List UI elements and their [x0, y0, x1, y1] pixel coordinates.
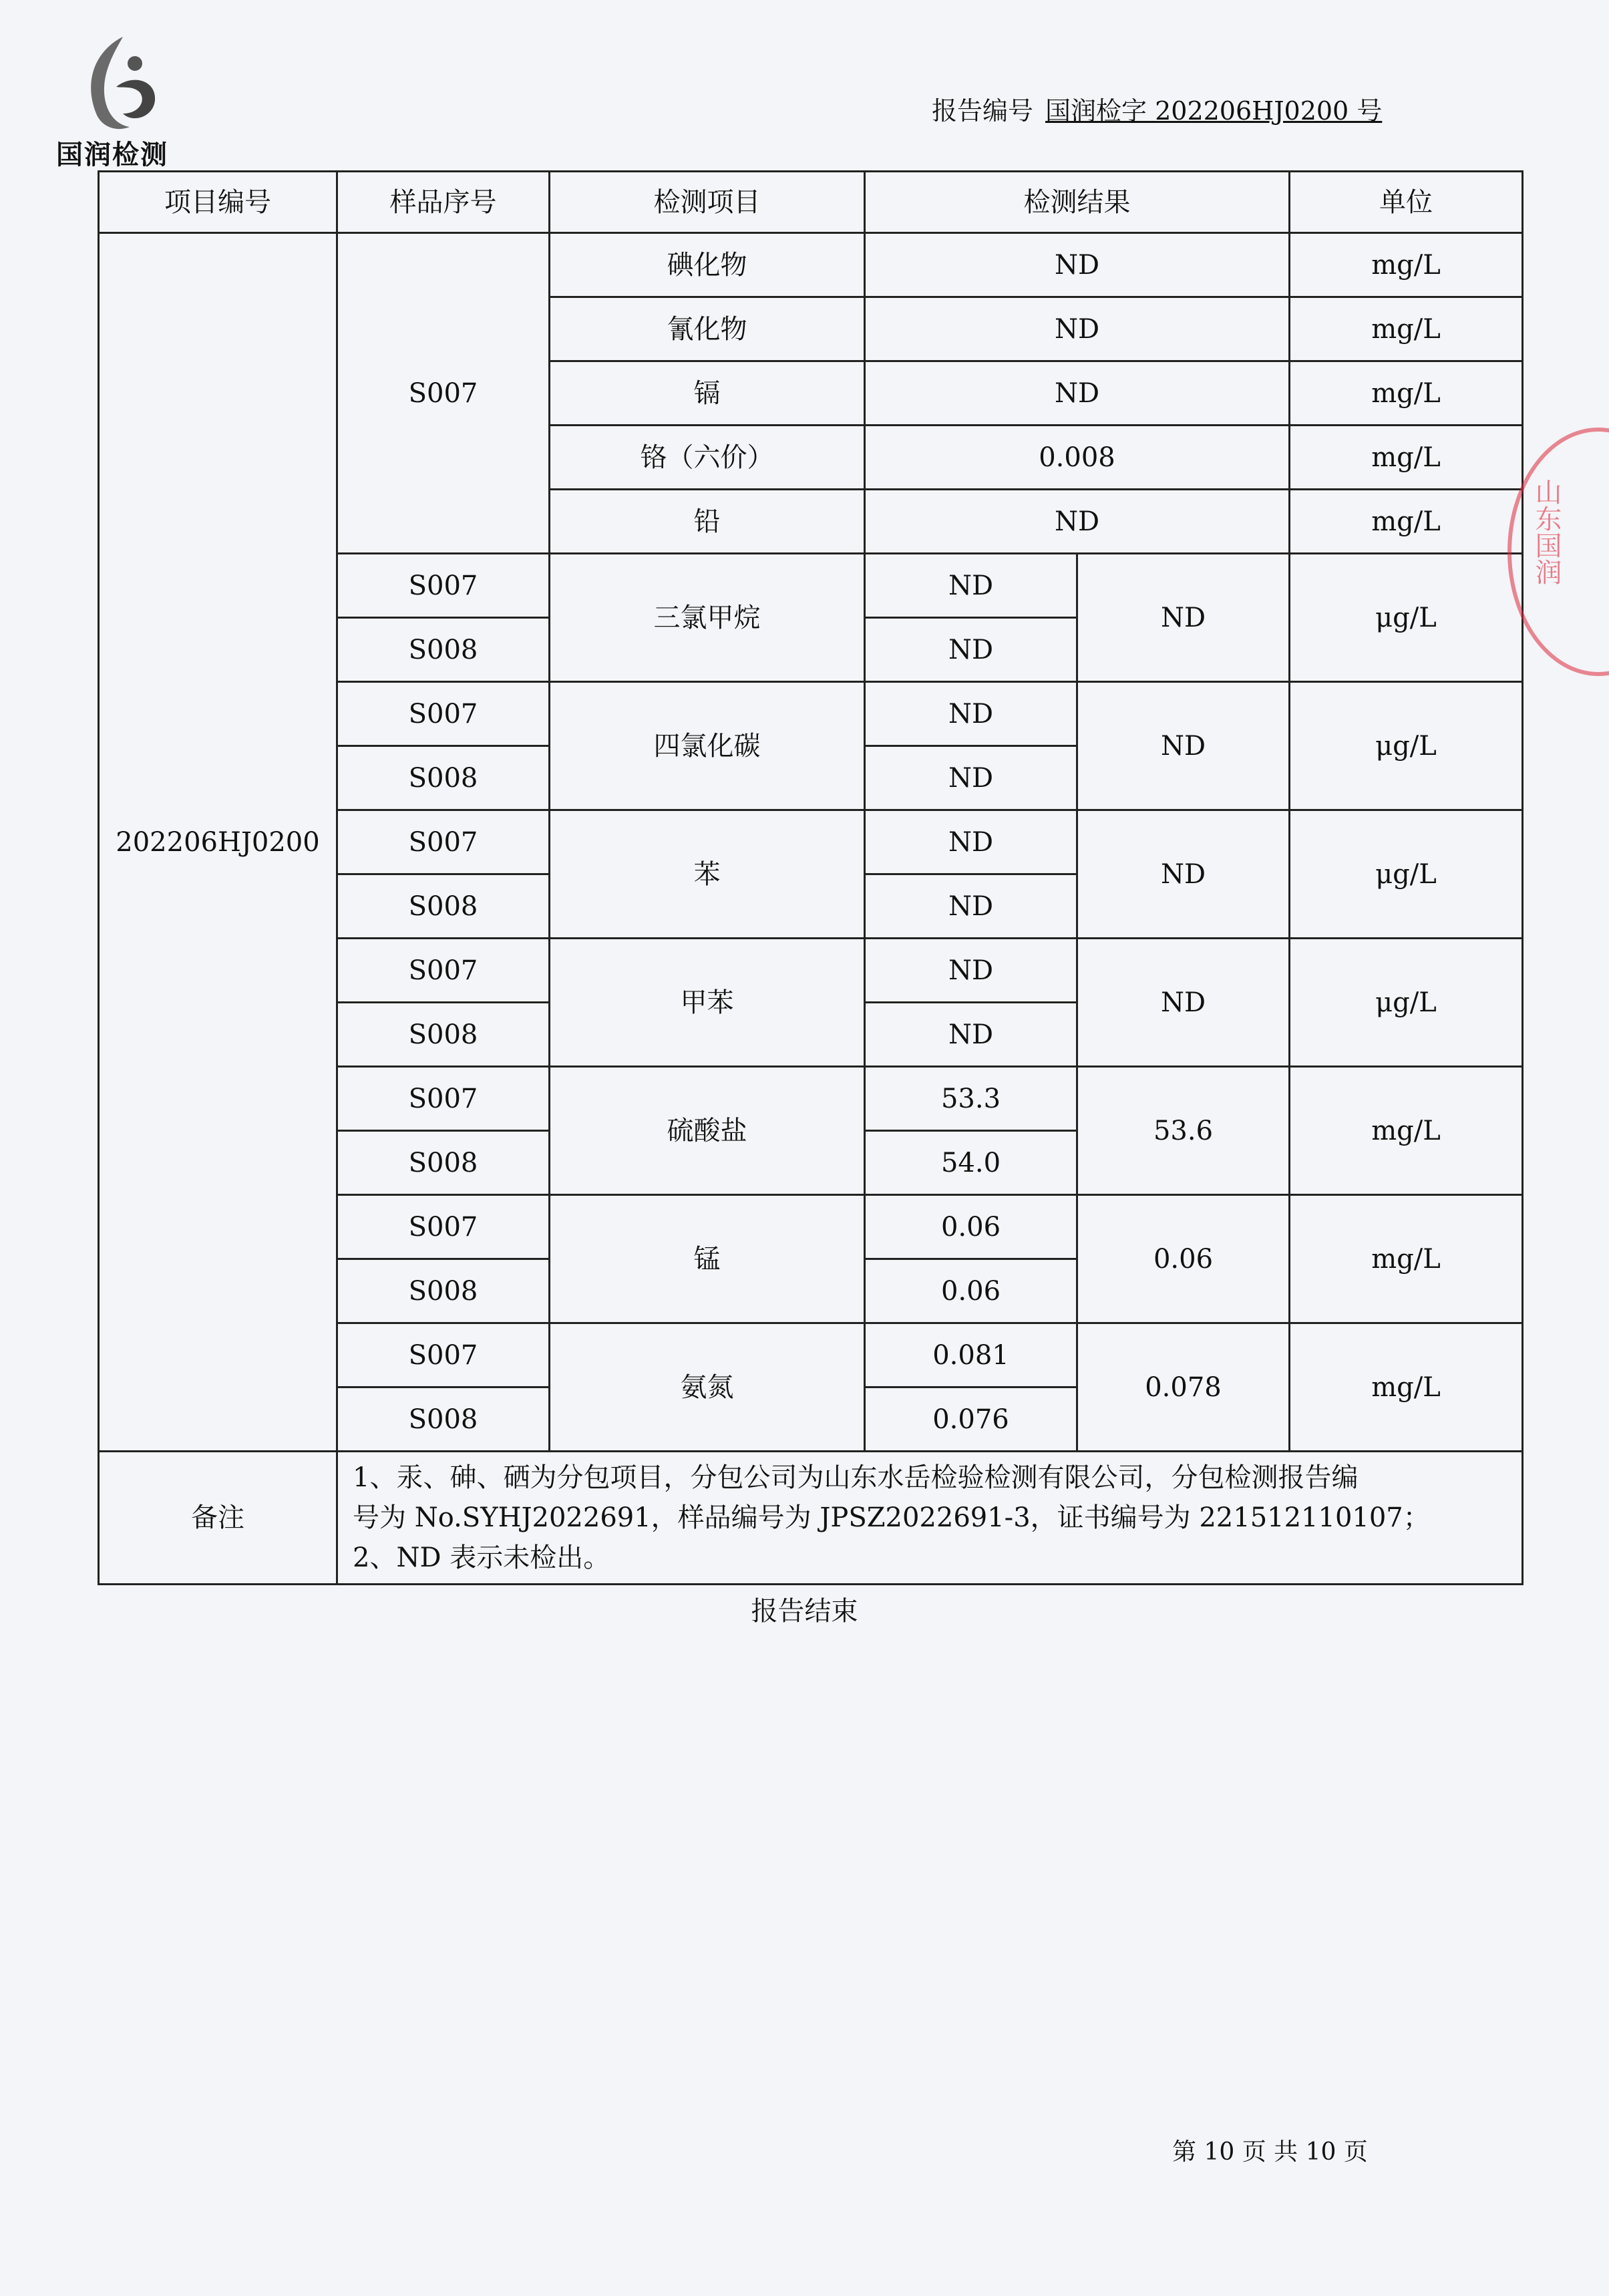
remark-line: 2、ND 表示未检出。 [353, 1542, 610, 1573]
unit-cell: mg/L [1290, 490, 1523, 554]
unit-cell: mg/L [1290, 233, 1523, 297]
header-project-no: 项目编号 [99, 172, 337, 233]
seal-stamp: 山东国润 [1507, 428, 1609, 676]
unit-cell: mg/L [1290, 361, 1523, 426]
unit-cell: μg/L [1290, 810, 1523, 939]
result-cell: ND [865, 1003, 1077, 1067]
sample-number-cell: S008 [337, 1387, 550, 1452]
result-cell: 0.081 [865, 1323, 1077, 1387]
company-logo [56, 33, 196, 170]
sample-number-cell: S008 [337, 746, 550, 810]
sample-number-cell: S007 [337, 233, 550, 554]
results-table [98, 170, 1524, 1585]
remark-row [99, 1452, 1523, 1585]
average-result-cell: ND [1077, 939, 1290, 1067]
average-result-cell: ND [1077, 554, 1290, 682]
result-cell: ND [865, 490, 1290, 554]
sample-number-cell: S008 [337, 618, 550, 682]
header-test-item: 检测项目 [550, 172, 865, 233]
result-cell: 54.0 [865, 1131, 1077, 1195]
result-cell: ND [865, 297, 1290, 361]
test-item-cell: 铅 [550, 490, 865, 554]
sample-number-cell: S007 [337, 554, 550, 618]
average-result-cell: ND [1077, 810, 1290, 939]
result-cell: ND [865, 361, 1290, 426]
test-item-cell: 苯 [550, 810, 865, 939]
sample-number-cell: S007 [337, 1323, 550, 1387]
remark-line: 1、汞、砷、硒为分包项目，分包公司为山东水岳检验检测有限公司，分包检测报告编 [353, 1462, 1359, 1493]
test-item-cell: 氰化物 [550, 297, 865, 361]
remark-text-cell [337, 1452, 1523, 1585]
test-item-cell: 镉 [550, 361, 865, 426]
test-item-cell: 甲苯 [550, 939, 865, 1067]
sample-number-cell: S008 [337, 874, 550, 939]
result-cell: 0.06 [865, 1195, 1077, 1259]
header-sample-no: 样品序号 [337, 172, 550, 233]
table-row [99, 233, 1523, 297]
test-item-cell: 三氯甲烷 [550, 554, 865, 682]
page-number: 第 10 页 共 10 页 [1172, 2138, 1368, 2166]
unit-cell: mg/L [1290, 426, 1523, 490]
test-item-cell: 铬（六价） [550, 426, 865, 490]
unit-cell: mg/L [1290, 297, 1523, 361]
project-number-cell: 202206HJ0200 [99, 233, 337, 1452]
test-item-cell: 锰 [550, 1195, 865, 1323]
result-cell: ND [865, 874, 1077, 939]
result-cell: 0.008 [865, 426, 1290, 490]
unit-cell: mg/L [1290, 1195, 1523, 1323]
sample-number-cell: S007 [337, 682, 550, 746]
header-test-result: 检测结果 [865, 172, 1290, 233]
report-number-label: 报告编号 [932, 96, 1034, 126]
sample-number-cell: S008 [337, 1131, 550, 1195]
sample-number-cell: S007 [337, 810, 550, 874]
sample-number-cell: S008 [337, 1003, 550, 1067]
result-cell: 0.06 [865, 1259, 1077, 1323]
sample-number-cell: S007 [337, 1195, 550, 1259]
report-number [932, 90, 1382, 127]
test-item-cell: 硫酸盐 [550, 1067, 865, 1195]
result-cell: 53.3 [865, 1067, 1077, 1131]
average-result-cell: 0.078 [1077, 1323, 1290, 1452]
remark-line: 号为 No.SYHJ2022691，样品编号为 JPSZ2022691-3，证书编号为 221512110107； [353, 1502, 1430, 1533]
average-result-cell: 0.06 [1077, 1195, 1290, 1323]
report-end-text: 报告结束 [751, 1596, 858, 1627]
table-header-row [99, 172, 1523, 233]
remark-label-cell: 备注 [99, 1452, 337, 1585]
sample-number-cell: S007 [337, 939, 550, 1003]
average-result-cell: ND [1077, 682, 1290, 810]
average-result-cell: 53.6 [1077, 1067, 1290, 1195]
result-cell: ND [865, 233, 1290, 297]
sample-number-cell: S007 [337, 1067, 550, 1131]
result-cell: ND [865, 554, 1077, 618]
result-cell: ND [865, 939, 1077, 1003]
test-item-cell: 氨氮 [550, 1323, 865, 1452]
logo-text: 国润检测 [56, 140, 168, 170]
unit-cell: mg/L [1290, 1323, 1523, 1452]
result-cell: ND [865, 618, 1077, 682]
result-cell: ND [865, 682, 1077, 746]
sample-number-cell: S008 [337, 1259, 550, 1323]
unit-cell: μg/L [1290, 682, 1523, 810]
test-item-cell: 四氯化碳 [550, 682, 865, 810]
result-cell: ND [865, 746, 1077, 810]
logo-mark-icon [76, 33, 163, 134]
unit-cell: μg/L [1290, 939, 1523, 1067]
unit-cell: mg/L [1290, 1067, 1523, 1195]
result-cell: ND [865, 810, 1077, 874]
report-number-value: 国润检字 202206HJ0200 号 [1045, 96, 1383, 126]
unit-cell: μg/L [1290, 554, 1523, 682]
header-unit: 单位 [1290, 172, 1523, 233]
test-item-cell: 碘化物 [550, 233, 865, 297]
result-cell: 0.076 [865, 1387, 1077, 1452]
